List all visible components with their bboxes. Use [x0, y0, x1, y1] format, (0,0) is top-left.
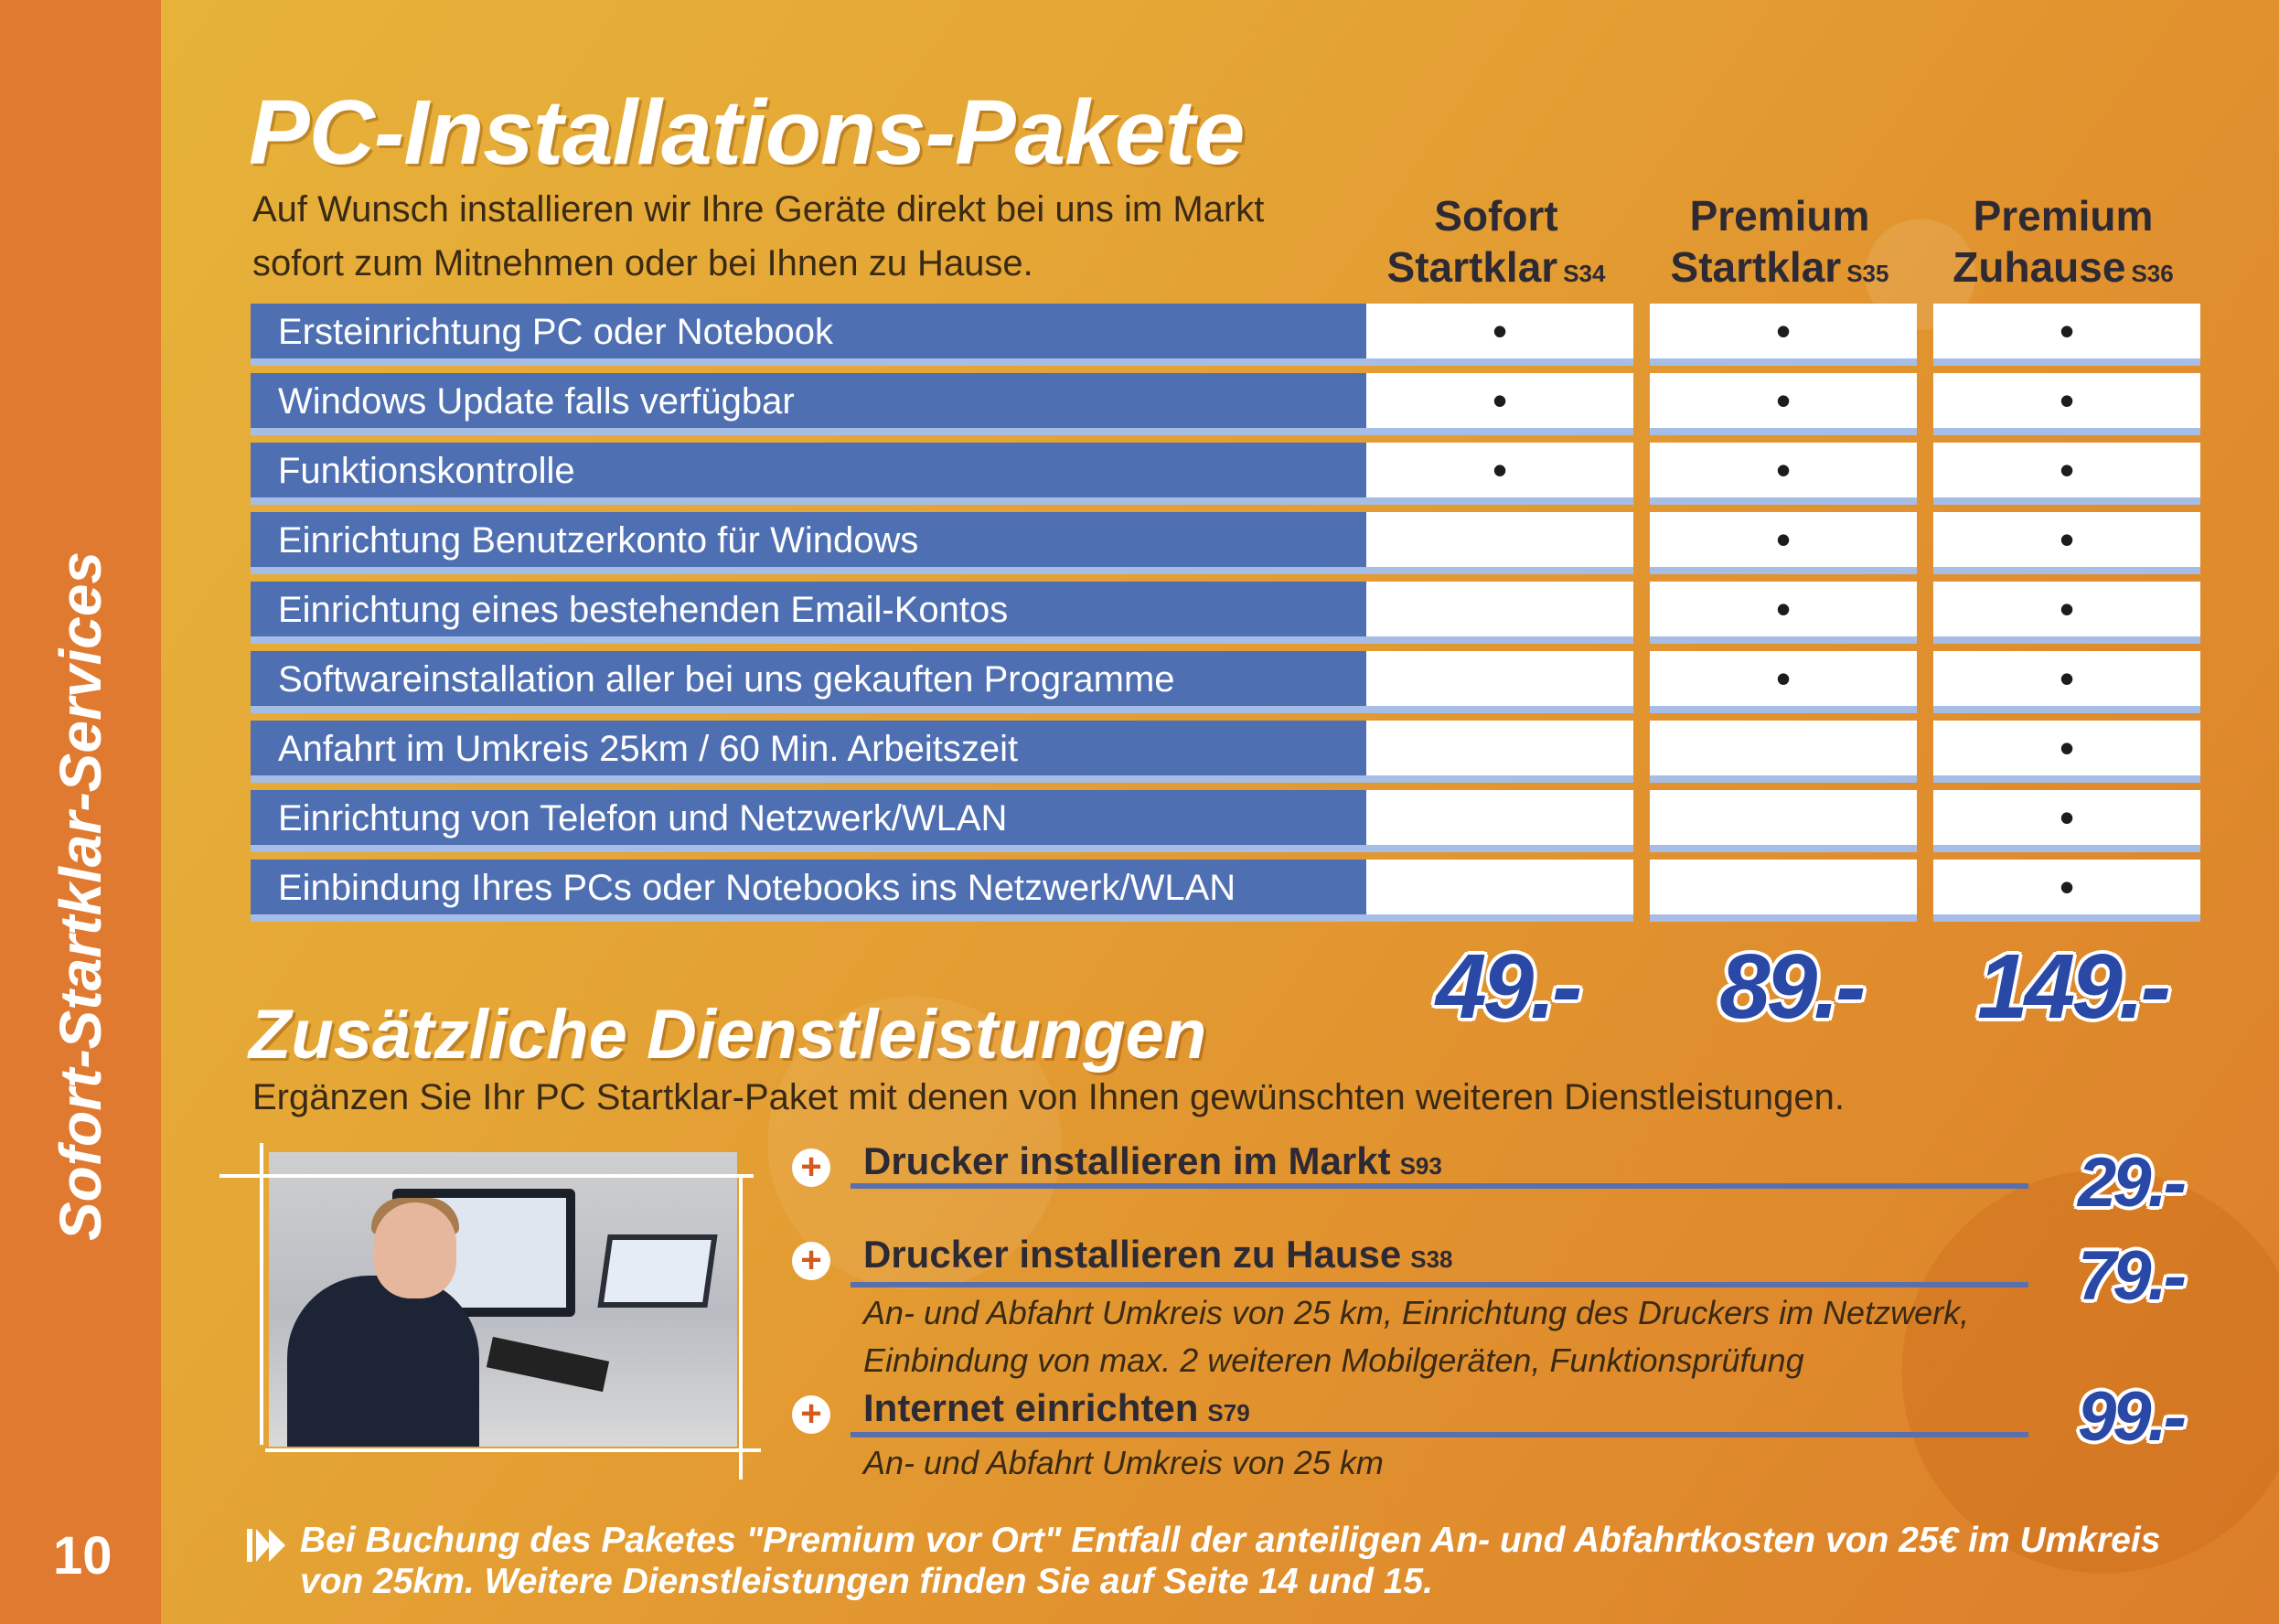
frame-line	[739, 1174, 743, 1480]
footer-line: von 25km. Weitere Dienstleistungen finden Sie auf Seite 14 und 15.	[300, 1562, 1433, 1601]
page-title: PC-Installations-Pakete	[249, 81, 1245, 184]
package-code: S34	[1563, 260, 1606, 287]
package-name: Startklar	[1670, 243, 1842, 291]
feature-cell-sofort-included: •	[1366, 443, 1633, 505]
service-code: S93	[1399, 1152, 1442, 1180]
service-price-internet: 99.-	[2078, 1378, 2183, 1456]
plus-icon: +	[792, 1242, 830, 1280]
feature-cell-sofort	[1366, 582, 1633, 644]
service-title-internet	[863, 1386, 1250, 1430]
feature-cell-premium-zuhause-included: •	[1933, 512, 2200, 574]
feature-label: Windows Update falls verfügbar	[251, 373, 1375, 435]
service-divider	[851, 1282, 2028, 1287]
page-number: 10	[53, 1526, 112, 1586]
footer-note	[300, 1520, 2239, 1602]
package-name: Startklar	[1386, 243, 1558, 291]
frame-line	[265, 1448, 761, 1452]
footer-line: Bei Buchung des Paketes "Premium vor Ort" Entfall der anteiligen An- und Abfahrtkosten von 25€ im Umkreis	[300, 1521, 2161, 1560]
package-header-line: Premium	[1689, 192, 1870, 240]
package-name: Zuhause	[1953, 243, 2126, 291]
feature-cell-premium-zuhause-included: •	[1933, 721, 2200, 783]
feature-cell-premium-zuhause-included: •	[1933, 651, 2200, 713]
service-name: Drucker installieren im Markt	[863, 1139, 1391, 1182]
service-description-line: An- und Abfahrt Umkreis von 25 km, Einrichtung des Druckers im Netzwerk,	[863, 1294, 1970, 1331]
feature-label: Einrichtung eines bestehenden Email-Kontos	[251, 582, 1375, 644]
service-description-line: Einbindung von max. 2 weiteren Mobilgeräten, Funktionsprüfung	[863, 1341, 1804, 1379]
feature-cell-premium-zuhause-included: •	[1933, 304, 2200, 366]
service-code: S79	[1207, 1399, 1250, 1426]
feature-cell-sofort	[1366, 512, 1633, 574]
intro-line: sofort zum Mitnehmen oder bei Ihnen zu Hause.	[252, 243, 1033, 283]
service-divider	[851, 1432, 2028, 1437]
feature-row	[251, 790, 2200, 852]
technician-photo	[269, 1152, 737, 1447]
feature-label: Einrichtung von Telefon und Netzwerk/WLAN	[251, 790, 1375, 852]
package-price-sofort: 49.-	[1436, 935, 1579, 1038]
sidebar	[0, 0, 161, 1624]
package-header-premium-startklar	[1642, 190, 1917, 299]
feature-cell-sofort	[1366, 651, 1633, 713]
service-title-drucker-hause	[863, 1233, 1453, 1277]
feature-cell-premium-startklar-included: •	[1650, 582, 1917, 644]
feature-label: Ersteinrichtung PC oder Notebook	[251, 304, 1375, 366]
feature-label: Softwareinstallation aller bei uns gekauften Programme	[251, 651, 1375, 713]
package-code: S35	[1846, 260, 1889, 287]
plus-icon: +	[792, 1149, 830, 1187]
feature-label: Funktionskontrolle	[251, 443, 1375, 505]
service-price-drucker-hause: 79.-	[2078, 1237, 2183, 1315]
feature-cell-premium-zuhause-included: •	[1933, 582, 2200, 644]
feature-cell-premium-startklar	[1650, 860, 1917, 922]
package-header-line	[1926, 241, 2200, 299]
feature-row	[251, 582, 2200, 644]
feature-cell-sofort	[1366, 790, 1633, 852]
feature-cell-premium-zuhause-included: •	[1933, 373, 2200, 435]
service-divider	[851, 1183, 2028, 1189]
feature-row	[251, 373, 2200, 435]
service-description	[863, 1289, 1969, 1384]
feature-row	[251, 651, 2200, 713]
plus-icon: +	[792, 1395, 830, 1434]
feature-cell-sofort	[1366, 860, 1633, 922]
service-title-drucker-markt	[863, 1139, 1442, 1183]
package-header-line: Sofort	[1434, 192, 1558, 240]
feature-cell-sofort	[1366, 721, 1633, 783]
feature-label: Einbindung Ihres PCs oder Notebooks ins Netzwerk/WLAN	[251, 860, 1375, 922]
feature-row	[251, 721, 2200, 783]
frame-line	[219, 1174, 754, 1178]
intro-line: Auf Wunsch installieren wir Ihre Geräte direkt bei uns im Markt	[252, 189, 1265, 230]
package-header-line	[1642, 241, 1917, 299]
feature-cell-premium-zuhause-included: •	[1933, 443, 2200, 505]
package-code: S36	[2131, 260, 2174, 287]
service-name: Internet einrichten	[863, 1386, 1199, 1429]
feature-cell-sofort-included: •	[1366, 373, 1633, 435]
fast-forward-icon	[247, 1527, 287, 1564]
technician-head	[374, 1202, 456, 1298]
feature-cell-premium-zuhause-included: •	[1933, 860, 2200, 922]
service-description	[863, 1439, 1384, 1487]
feature-cell-premium-startklar-included: •	[1650, 443, 1917, 505]
feature-cell-premium-startklar-included: •	[1650, 512, 1917, 574]
package-header-sofort-startklar	[1359, 190, 1633, 299]
service-name: Drucker installieren zu Hause	[863, 1233, 1402, 1276]
package-header-premium-zuhause	[1926, 190, 2200, 299]
package-header-line	[1359, 241, 1633, 299]
feature-row	[251, 512, 2200, 574]
feature-label: Einrichtung Benutzerkonto für Windows	[251, 512, 1375, 574]
feature-cell-premium-zuhause-included: •	[1933, 790, 2200, 852]
feature-cell-premium-startklar-included: •	[1650, 304, 1917, 366]
feature-cell-premium-startklar-included: •	[1650, 373, 1917, 435]
service-price-drucker-markt: 29.-	[2078, 1144, 2183, 1222]
service-description-line: An- und Abfahrt Umkreis von 25 km	[863, 1444, 1384, 1481]
feature-cell-premium-startklar	[1650, 721, 1917, 783]
feature-label: Anfahrt im Umkreis 25km / 60 Min. Arbeitszeit	[251, 721, 1375, 783]
package-header-line: Premium	[1973, 192, 2154, 240]
intro-text	[252, 183, 1350, 291]
extras-subtitle: Ergänzen Sie Ihr PC Startklar-Paket mit denen von Ihnen gewünschten weiteren Dienstleistungen.	[252, 1077, 1845, 1117]
feature-cell-premium-startklar-included: •	[1650, 651, 1917, 713]
sidebar-title: Sofort-Startklar-Services	[48, 550, 113, 1242]
keyboard-image	[487, 1337, 609, 1392]
feature-cell-premium-startklar	[1650, 790, 1917, 852]
package-price-premium-startklar: 89.-	[1719, 935, 1863, 1038]
feature-row	[251, 443, 2200, 505]
service-code: S38	[1410, 1245, 1453, 1273]
frame-line	[260, 1143, 263, 1445]
extras-title: Zusätzliche Dienstleistungen	[249, 996, 1207, 1074]
technician-image	[287, 1276, 479, 1447]
feature-cell-sofort-included: •	[1366, 304, 1633, 366]
package-price-premium-zuhause: 149.-	[1977, 935, 2167, 1038]
laptop-image	[597, 1234, 717, 1308]
feature-row	[251, 304, 2200, 366]
feature-row	[251, 860, 2200, 922]
